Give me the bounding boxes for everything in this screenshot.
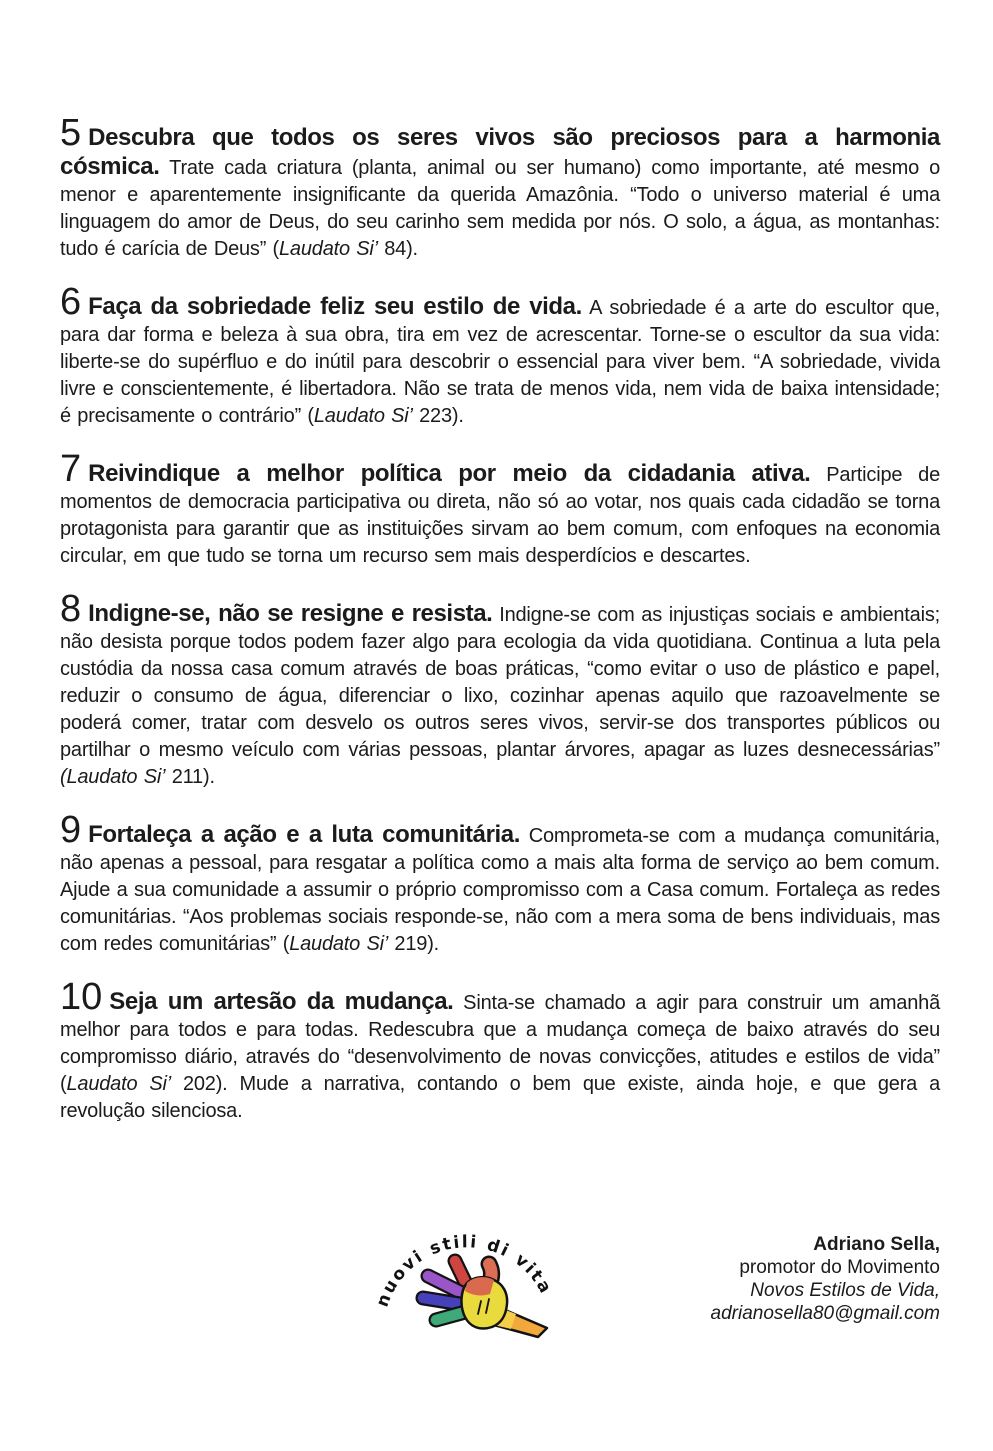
item-body-text: Laudato Si’ <box>289 933 389 955</box>
item-body-text: 84). <box>377 238 418 260</box>
item-title: Faça da sobriedade feliz seu estilo de vida. <box>88 293 582 320</box>
signature-email: adrianosella80@gmail.com <box>710 1303 940 1324</box>
item-title: Seja um artesão da mudança. <box>109 988 454 1015</box>
item-body-text: 202). Mude a narrativa, contando o bem que existe, ainda hoje, e que gera a revolução silenciosa. <box>60 1073 940 1122</box>
item-number: 7 <box>60 448 82 490</box>
item-body-text: Participe de momentos de democracia participativa ou direta, não só ao votar, nos quais cada cidadão se torna protagonista para garantir que as instituições sirvam ao bem comum, com enfoques na economia circular, em que tudo se torna um recurso sem mais desperdícios e descartes. <box>60 464 940 567</box>
items <box>60 112 940 1125</box>
item-title: Descubra que todos os seres vivos são preciosos para a harmonia cósmica. <box>60 124 940 180</box>
list-item <box>60 588 940 791</box>
list-item <box>60 281 940 430</box>
item-body-text: Comprometa-se com a mudança comunitária, não apenas a pessoal, para resgatar a política como a mais alta forma de serviço ao bem comum. Ajude a sua comunidade a assumir o próprio compromisso com a Casa comum. Fortaleça as redes comunitárias. “Aos problemas sociais responde-se, não com a mera soma de bens individuais, mas com redes comunitárias” ( <box>60 825 940 955</box>
item-body-text: 223). <box>412 405 464 427</box>
item-title: Indigne-se, não se resigne e resista. <box>88 600 493 627</box>
item-body-text: Laudato Si’ <box>66 1073 171 1095</box>
signature-block <box>711 1233 940 1325</box>
footer <box>60 1151 940 1451</box>
signature-name: Adriano Sella, <box>813 1234 940 1255</box>
list-item <box>60 112 940 263</box>
item-number: 10 <box>60 976 103 1018</box>
item-number: 5 <box>60 112 82 154</box>
item-title: Reivindique a melhor política por meio da cidadania ativa. <box>88 460 811 487</box>
item-title: Fortaleça a ação e a luta comunitária. <box>88 821 521 848</box>
item-number: 8 <box>60 588 82 630</box>
signature-movement: Novos Estilos de Vida, <box>750 1280 940 1301</box>
item-body-text: Sinta-se chamado a agir para construir um amanhã melhor para todos e para todas. Redescubra que a mudança começa de baixo através do seu compromisso diário, através do “desenvolvimento de novas convicções, atitudes e estilos de vida” ( <box>60 992 940 1095</box>
item-body-text: Laudato Si’ <box>313 405 413 427</box>
signature-role: promotor do Movimento <box>739 1257 940 1278</box>
item-body-text: Trate cada criatura (planta, animal ou ser humano) como importante, até mesmo o menor e aparentemente insignificante da querida Amazônia. “Todo o universo material é uma linguagem do amor de Deus, do seu carinho sem medida por nós. O solo, a água, as montanhas: tudo é carícia de Deus” ( <box>60 157 940 260</box>
item-body-text: A sobriedade é a arte do escultor que, para dar forma e beleza à sua obra, tira em vez de acrescentar. Torne-se o escultor da sua vida: liberte-se do supérfluo e do inútil para descobrir o essencial para viver bem. “A sobriedade, vivida livre e conscientemente, é libertadora. Não se trata de menos vida, nem vida de baixa intensidade; é precisamente o contrário” ( <box>60 297 940 427</box>
item-number: 6 <box>60 281 82 323</box>
list-item <box>60 809 940 958</box>
nuovi-stili-di-vita-logo <box>370 1201 660 1376</box>
logo-arc-text: nuovi stili di vita <box>372 1232 556 1310</box>
item-body-text: 219). <box>388 933 440 955</box>
list-item <box>60 976 940 1125</box>
item-body-text: Indigne-se com as injustiças sociais e ambientais; não desista porque todos podem fazer algo para ecologia da vida quotidiana. Continua a luta pela custódia da nossa casa comum através de boas práticas, “como evitar o uso de plástico e papel, reduzir o consumo de água, diferenciar o lixo, cozinhar apenas aquilo que razoavelmente se poderá comer, tratar com desvelo os outros seres vivos, servir-se dos transportes públicos ou partilhar o mesmo veículo com várias pessoas, plantar árvores, apagar as luzes desnecessárias” <box>60 604 940 761</box>
item-number: 9 <box>60 809 82 851</box>
item-body-text: (Laudato Si’ <box>60 766 166 788</box>
list-item <box>60 448 940 570</box>
item-body-text: Laudato Si’ <box>279 238 378 260</box>
item-body-text: 211). <box>165 766 215 788</box>
